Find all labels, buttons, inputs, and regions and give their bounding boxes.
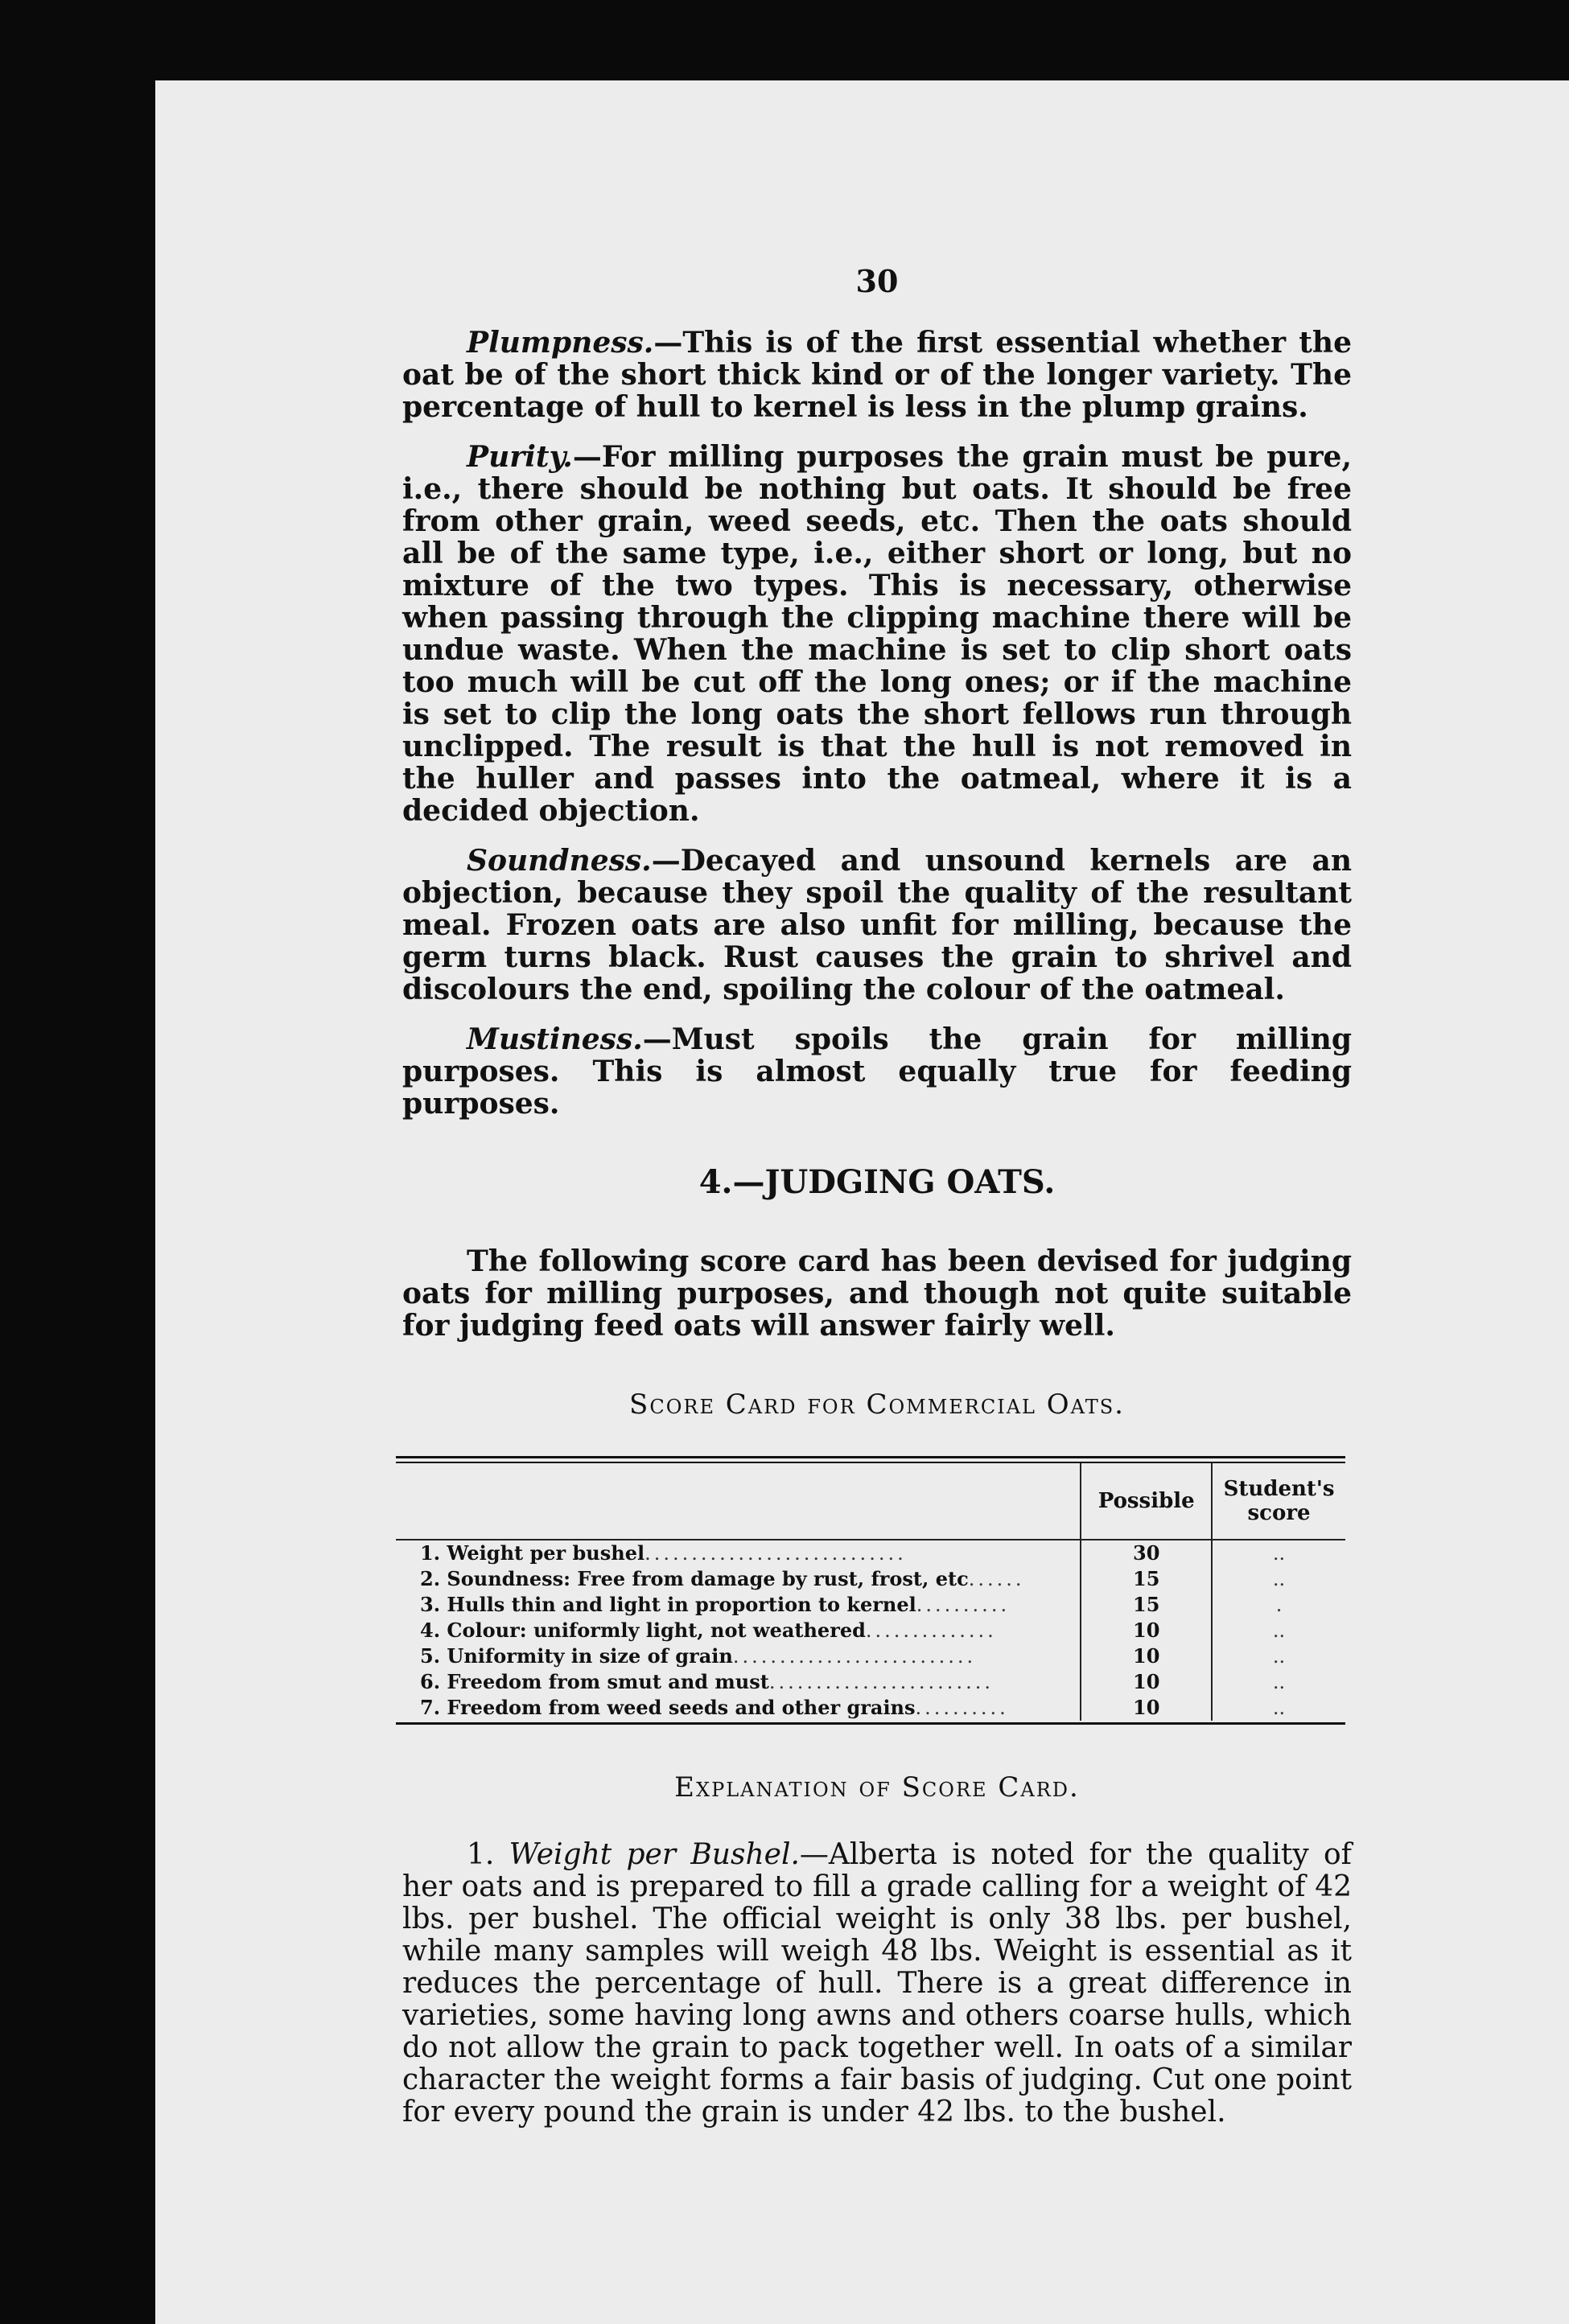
table-row xyxy=(396,1695,1345,1721)
possible-value: 30 xyxy=(1081,1540,1212,1566)
explanation-title: Explanation of Score Card. xyxy=(674,1771,1080,1804)
explanation-paragraph xyxy=(402,1839,1352,2129)
table-row xyxy=(396,1669,1345,1695)
table-row xyxy=(396,1592,1345,1618)
possible-value: 15 xyxy=(1081,1566,1212,1592)
leader-dots: ........................ xyxy=(768,1671,994,1693)
student-score-cell[interactable]: .. xyxy=(1212,1566,1345,1592)
term-plumpness: Plumpness. xyxy=(467,326,654,360)
possible-value: 15 xyxy=(1081,1592,1212,1618)
criteria-header xyxy=(396,1463,1081,1540)
leader-dots: .......... xyxy=(915,1697,1009,1719)
term-mustiness: Mustiness. xyxy=(467,1022,643,1056)
student-score-cell[interactable]: .. xyxy=(1212,1618,1345,1643)
score-card xyxy=(396,1456,1345,1725)
possible-value: 10 xyxy=(1081,1669,1212,1695)
student-score-header: Student's score xyxy=(1212,1463,1345,1540)
text-soundness: —Decayed and unsound kernels are an objection, because they spoil the quality of the resultant meal. Frozen oats are also unfit for milling, because the germ turns black. Rust causes the grain to shrivel and discolours the end, spoiling the colour of the oatmeal. xyxy=(402,844,1352,1006)
table-row xyxy=(396,1618,1345,1643)
section-heading: 4.—JUDGING OATS. xyxy=(698,1163,1056,1201)
table-row xyxy=(396,1566,1345,1592)
paragraph-plumpness xyxy=(402,327,1352,423)
criterion-label: 4. Colour: uniformly light, not weathered.............. xyxy=(420,1619,997,1642)
possible-header: Possible xyxy=(1081,1463,1212,1540)
table-top-rule xyxy=(396,1456,1345,1463)
criterion-label: 2. Soundness: Free from damage by rust, frost, etc...... xyxy=(420,1567,1025,1590)
criterion-label: 6. Freedom from smut and must........................ xyxy=(420,1670,994,1693)
leader-dots: .............. xyxy=(865,1619,997,1642)
explanation-text: —Alberta is noted for the quality of her oats and is prepared to fill a grade calling for a weight of 42 lbs. per bushel. The official weight is only 38 lbs. per bushel, while many samples will weigh 48 lbs. Weight is essential as it reduces the percentage of hull. There is a great difference in varieties, some having long awns and others coarse hulls, which do not allow the grain to pack together well. In oats of a similar character the weight forms a fair basis of judging. Cut one point for every pound the grain is under 42 lbs. to the bushel. xyxy=(402,1838,1352,2129)
score-table xyxy=(396,1463,1345,1721)
paragraph-soundness xyxy=(402,845,1352,1006)
score-card-title: Score Card for Commercial Oats. xyxy=(629,1388,1125,1421)
criterion-label: 7. Freedom from weed seeds and other grains.......... xyxy=(420,1696,1009,1719)
term-purity: Purity. xyxy=(467,440,573,474)
intro-paragraph: The following score card has been devised for judging oats for milling purposes, and though not quite suitable for judging feed oats will answer fairly well. xyxy=(402,1244,1352,1343)
possible-value: 10 xyxy=(1081,1643,1212,1669)
criterion-label: 5. Uniformity in size of grain.......................... xyxy=(420,1644,977,1668)
table-bottom-rule xyxy=(396,1722,1345,1725)
table-row xyxy=(396,1643,1345,1669)
page-content xyxy=(402,265,1352,2146)
leader-dots: ...... xyxy=(968,1568,1025,1590)
student-score-cell[interactable]: .. xyxy=(1212,1669,1345,1695)
student-score-cell[interactable]: .. xyxy=(1212,1643,1345,1669)
possible-value: 10 xyxy=(1081,1618,1212,1643)
term-weight-per-bushel: Weight per Bushel. xyxy=(509,1838,800,1871)
paragraph-purity xyxy=(402,441,1352,827)
leader-dots: .......................... xyxy=(732,1645,977,1668)
criterion-label: 1. Weight per bushel............................ xyxy=(420,1541,907,1565)
text-purity: —For milling purposes the grain must be pure, i.e., there should be nothing but oats. It should be free from other grain, weed seeds, etc. Then the oats should all be of the same type, i.e., either short or long, but no mixture of the two types. This is necessary, otherwise when passing through the clipping machine there will be undue waste. When the machine is set to clip short oats too much will be cut off the long ones; or if the machine is set to clip the long oats the short fellows run through unclipped. The result is that the hull is not removed in the huller and passes into the oatmeal, where it is a decided objection. xyxy=(402,440,1352,828)
leader-dots: ............................ xyxy=(644,1542,907,1565)
text-mustiness: —Must spoils the grain for milling purposes. This is almost equally true for feeding purposes. xyxy=(402,1022,1352,1121)
student-score-cell[interactable]: . xyxy=(1212,1592,1345,1618)
term-soundness: Soundness. xyxy=(467,844,652,878)
table-row xyxy=(396,1540,1345,1566)
page-number: 30 xyxy=(855,263,899,299)
explanation-lead: 1. xyxy=(467,1838,509,1871)
possible-value: 10 xyxy=(1081,1695,1212,1721)
table-header-row xyxy=(396,1463,1345,1540)
student-score-cell[interactable]: .. xyxy=(1212,1695,1345,1721)
text-plumpness: —This is of the first essential whether the oat be of the short thick kind or of the longer variety. The percentage of hull to kernel is less in the plump grains. xyxy=(402,326,1352,424)
leader-dots: .......... xyxy=(916,1594,1011,1616)
student-score-cell[interactable]: .. xyxy=(1212,1540,1345,1566)
criterion-label: 3. Hulls thin and light in proportion to kernel.......... xyxy=(420,1593,1011,1616)
paragraph-mustiness xyxy=(402,1023,1352,1120)
